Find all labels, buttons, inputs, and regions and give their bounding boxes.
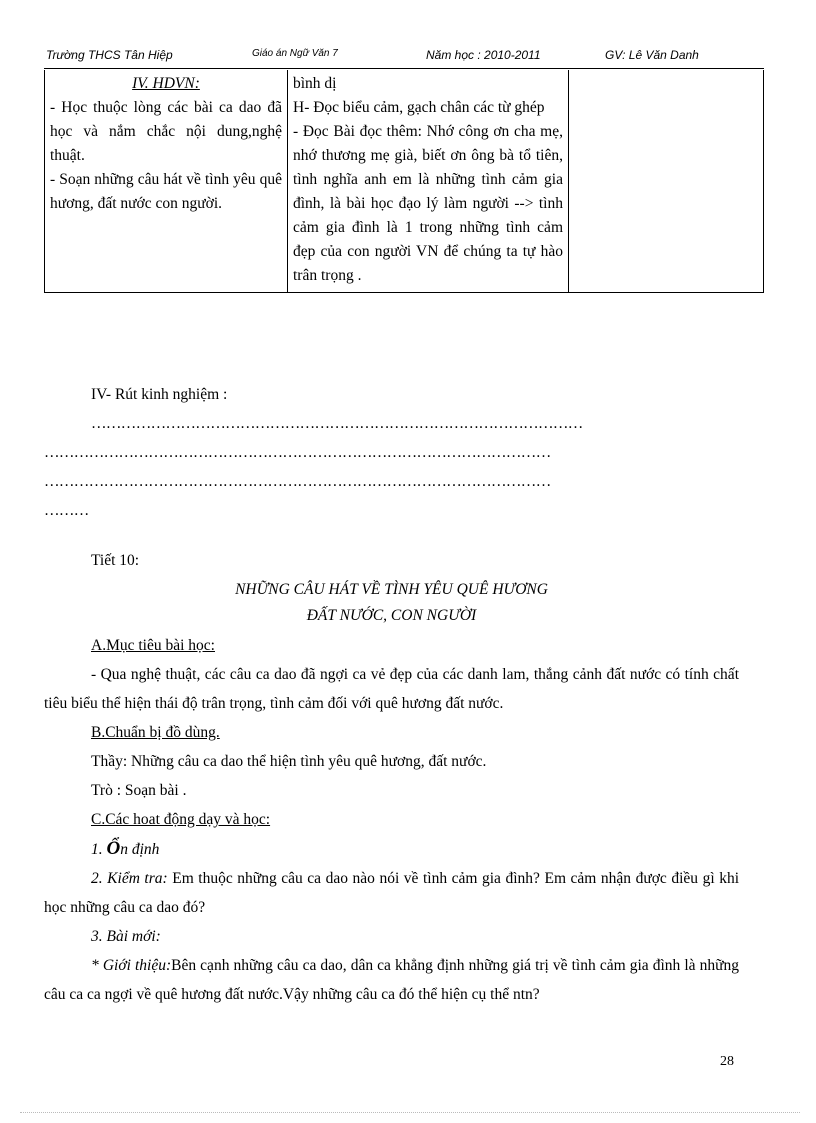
footer-divider <box>20 1112 800 1113</box>
activity-line-1: bình dị <box>293 75 337 92</box>
table-row <box>45 70 764 293</box>
header-teacher: GV: Lê Văn Danh <box>605 48 699 62</box>
homework-item-1: - Học thuộc lòng các bài ca dao đã học và nắm chắc nội dung,nghệ thuật. <box>50 99 282 164</box>
lesson-title-line-1: NHỮNG CÂU HÁT VỀ TÌNH YÊU QUÊ HƯƠNG <box>235 581 548 598</box>
homework-title: IV. HDVN: <box>132 75 200 92</box>
header-divider <box>44 68 764 69</box>
review-dots-1: ……………………………………………………………………………………… <box>91 415 583 432</box>
table-cell-empty <box>569 70 764 293</box>
review-title: IV- Rút kinh nghiệm : <box>91 386 228 403</box>
lesson-period: Tiết 10: <box>91 552 140 569</box>
section-b-heading: B.Chuẩn bị đồ dùng. <box>91 724 220 741</box>
header-year: Năm học : 2010-2011 <box>426 48 541 62</box>
review-dots-4: ……… <box>44 502 89 519</box>
header-subject: Giáo án Ngữ Văn 7 <box>252 48 338 59</box>
homework-item-2: - Soạn những câu hát về tình yêu quê hương, đất nước con người. <box>50 171 282 212</box>
section-a-text: - Qua nghệ thuật, các câu ca dao đã ngợi ca vẻ đẹp của các danh lam, thắng cảnh đất nước có tính chất tiêu biểu thể hiện thái độ trân trọng, tình cảm đối với quê hương đất nước. <box>44 666 739 712</box>
header-school: Trường THCS Tân Hiệp <box>46 48 173 62</box>
activity-line-2: H- Đọc biểu cảm, gạch chân các từ ghép <box>293 99 545 116</box>
lesson-section <box>44 546 739 1009</box>
step-1: 1. Ổn định <box>91 838 160 859</box>
step-3: 3. Bài mới: <box>91 928 161 945</box>
review-dots-3: ………………………………………………………………………………………… <box>44 473 551 490</box>
section-b-teacher: Thầy: Những câu ca dao thể hiện tình yêu quê hương, đất nước. <box>91 753 487 770</box>
review-dots-2: ………………………………………………………………………………………… <box>44 444 551 461</box>
section-c-heading: C.Các hoat động dạy và học: <box>91 811 271 828</box>
section-b-student: Trò : Soạn bài . <box>91 782 187 799</box>
activity-line-3: - Đọc Bài đọc thêm: Nhớ công ơn cha mẹ, nhớ thương mẹ già, biết ơn ông bà tổ tiên, tình nghĩa anh em là những tình cảm gia đình, là bài học đạo lý làm người --> tình cảm gia đình là 1 trong những tình cảm đẹp của con người VN để chúng ta tự hào trân trọng . <box>293 123 563 284</box>
intro-paragraph: * Giới thiệu:Bên cạnh những câu ca dao, dân ca khẳng định những giá trị về tình cảm gia đình là những câu ca ca ngợi về quê hương đất nước.Vậy những câu ca đó thể hiện cụ thể ntn? <box>44 957 740 1003</box>
lesson-table <box>44 70 764 293</box>
review-section <box>44 380 739 525</box>
page-header <box>44 48 774 68</box>
table-cell-homework <box>45 70 288 293</box>
step-2: 2. Kiểm tra: Em thuộc những câu ca dao nào nói về tình cảm gia đình? Em cảm nhận được điều gì khi học những câu ca dao đó? <box>44 870 739 916</box>
table-cell-activities <box>288 70 569 293</box>
lesson-title-line-2: ĐẤT NƯỚC, CON NGƯỜI <box>306 607 477 624</box>
page-number: 28 <box>720 1054 734 1069</box>
section-a-heading: A.Mục tiêu bài học: <box>91 637 215 654</box>
